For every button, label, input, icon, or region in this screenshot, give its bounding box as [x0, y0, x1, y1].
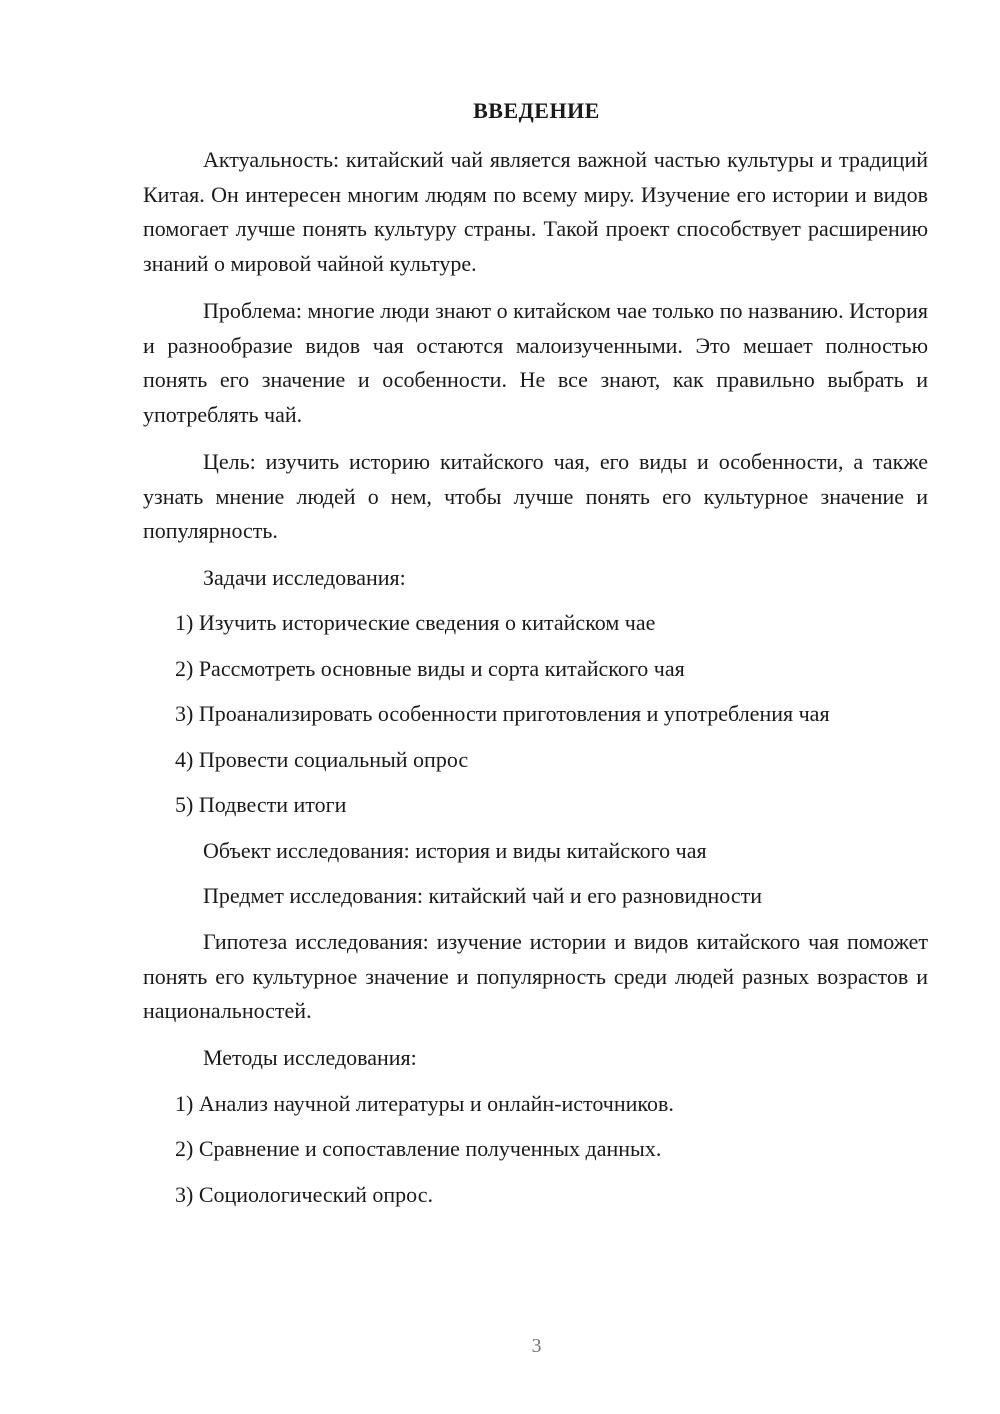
paragraph-problem: Проблема: многие люди знают о китайском чае только по названию. История и разнообразие видов чая остаются малоизученными. Это мешает полностью понять его значение и особенности. Не все знают, как правильно выбрать и употреблять чай. — [143, 298, 928, 427]
research-subject: Предмет исследования: китайский чай и его разновидности — [203, 883, 763, 908]
task-item: 1) Изучить исторические сведения о китайском чае — [175, 610, 656, 635]
task-item: 4) Провести социальный опрос — [175, 747, 469, 772]
paragraph-relevance: Актуальность: китайский чай является важной частью культуры и традиций Китая. Он интересен многим людям по всему миру. Изучение его истории и видов помогает лучше понять культуру страны. Такой проект способствует расширению знаний о мировой чайной культуре. — [143, 147, 928, 276]
method-item: 1) Анализ научной литературы и онлайн-источников. — [175, 1091, 674, 1116]
task-item: 2) Рассмотреть основные виды и сорта китайского чая — [175, 656, 685, 681]
methods-title: Методы исследования: — [203, 1045, 417, 1070]
method-item: 3) Социологический опрос. — [175, 1182, 433, 1207]
task-item: 3) Проанализировать особенности приготовления и употребления чая — [175, 701, 830, 726]
tasks-title: Задачи исследования: — [203, 565, 406, 590]
task-item: 5) Подвести итоги — [175, 792, 347, 817]
method-item: 2) Сравнение и сопоставление полученных данных. — [175, 1136, 662, 1161]
section-heading: ВВЕДЕНИЕ — [473, 98, 600, 123]
paragraph-hypothesis: Гипотеза исследования: изучение истории и видов китайского чая поможет понять его культурное значение и популярность среди людей разных возрастов и национальностей. — [143, 929, 928, 1023]
research-object: Объект исследования: история и виды китайского чая — [203, 838, 707, 863]
page-number: 3 — [531, 1335, 542, 1357]
paragraph-goal: Цель: изучить историю китайского чая, его виды и особенности, а также узнать мнение людей о нем, чтобы лучше понять его культурное значение и популярность. — [143, 449, 928, 543]
